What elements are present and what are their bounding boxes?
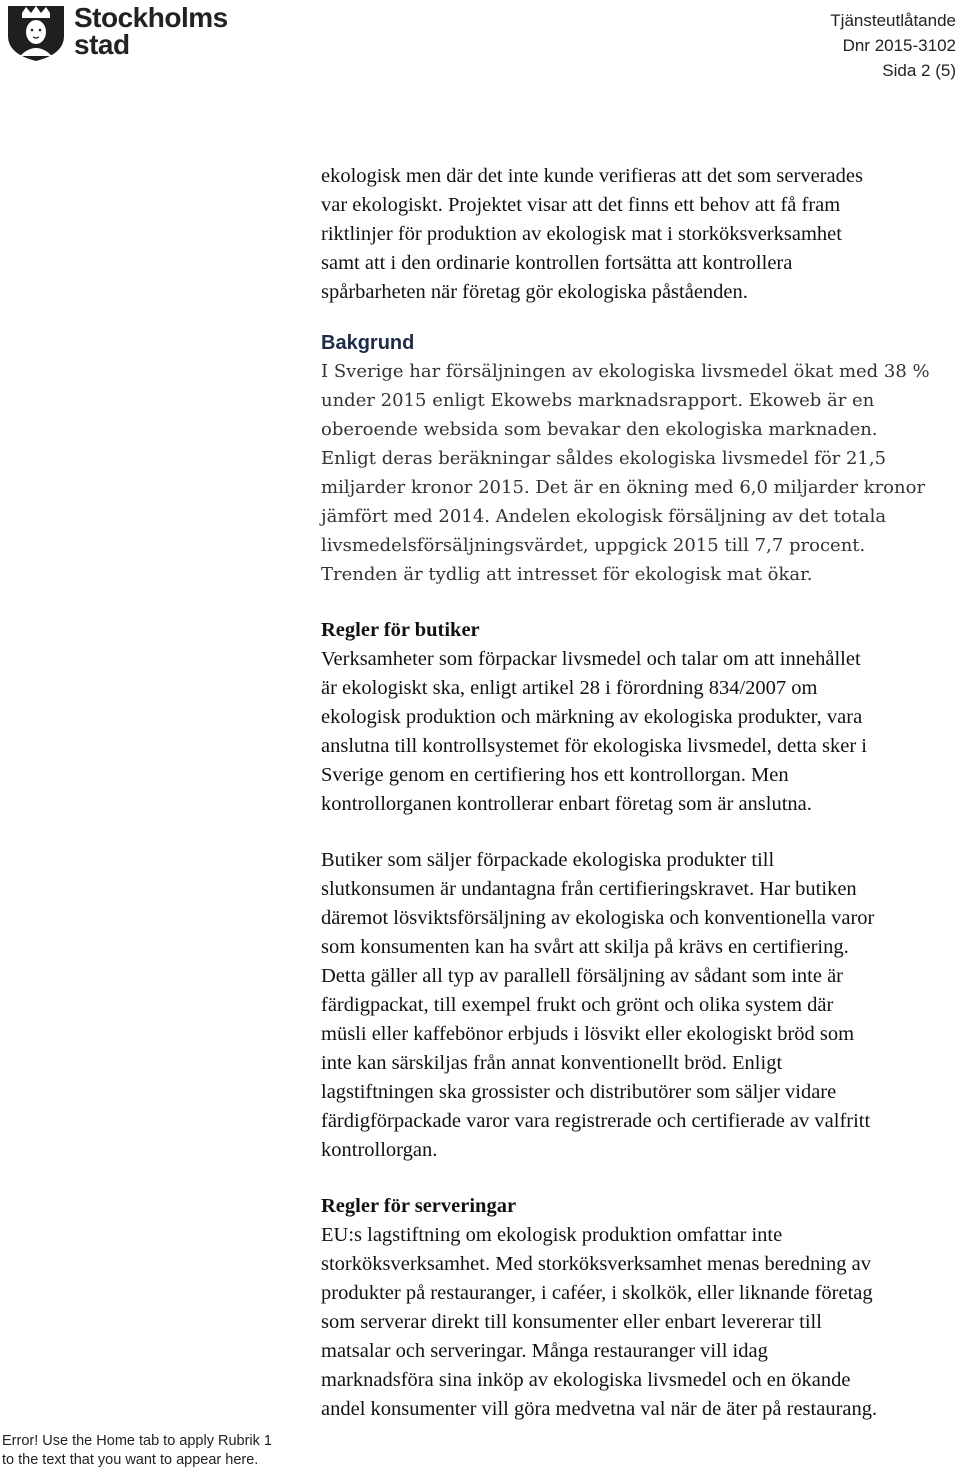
- text-line: anslutna till kontrollsystemet för ekologiska livsmedel, detta sker i: [321, 735, 867, 757]
- text-line: oberoende websida som bevakar den ekologiska marknaden.: [321, 419, 878, 440]
- text-line: Sverige genom en certifiering hos ett kontrollorgan. Men: [321, 764, 789, 786]
- page-number: Sida 2 (5): [882, 61, 956, 80]
- text-line: produkter på restauranger, i caféer, i skolkök, eller liknande företag: [321, 1282, 873, 1304]
- logo-word-2: stad: [74, 29, 130, 60]
- text-line: färdigförpackade varor vara registrerade och certifierade av valfritt: [321, 1110, 871, 1132]
- serveringar-paragraph: [321, 1221, 951, 1424]
- text-line: storköksverksamhet. Med storköksverksamhet menas beredning av: [321, 1253, 871, 1275]
- document-meta: [830, 8, 956, 83]
- text-line: jämfört med 2014. Andelen ekologisk försäljning av det totala: [321, 506, 887, 527]
- text-line: marknadsföra sina inköp av ekologiska livsmedel och en ökande: [321, 1369, 851, 1391]
- crest-icon: [4, 2, 68, 62]
- text-line: müsli eller kaffebönor erbjuds i lösvikt eller ekologiskt bröd som: [321, 1023, 855, 1045]
- text-line: som serverar direkt till konsumenter eller enbart levererar till: [321, 1311, 822, 1333]
- intro-paragraph: [321, 162, 951, 307]
- text-line: Enligt deras beräkningar såldes ekologiska livsmedel för 21,5: [321, 448, 887, 469]
- text-line: lagstiftningen ska grossister och distributörer som säljer vidare: [321, 1081, 837, 1103]
- stockholms-stad-logo: [4, 2, 244, 60]
- butiker-paragraph: [321, 645, 951, 819]
- text-line: Trenden är tydlig att intresset för ekologisk mat ökar.: [321, 564, 813, 585]
- text-line: spårbarheten när företag gör ekologiska påståenden.: [321, 281, 748, 303]
- text-line: samt att i den ordinarie kontrollen fortsätta att kontrollera: [321, 252, 793, 274]
- butiker-paragraph-2: [321, 846, 951, 1165]
- text-line: matsalar och serveringar. Många restauranger vill idag: [321, 1340, 768, 1362]
- footer-error-line: Error! Use the Home tab to apply Rubrik 1: [2, 1433, 272, 1449]
- text-line: I Sverige har försäljningen av ekologiska livsmedel ökat med 38 %: [321, 361, 930, 382]
- text-line: miljarder kronor 2015. Det är en ökning med 6,0 miljarder kronor: [321, 477, 926, 498]
- text-line: andel konsumenter vill göra medvetna val när de äter på restaurang.: [321, 1398, 878, 1420]
- text-line: var ekologiskt. Projektet visar att det finns ett behov att få fram: [321, 194, 841, 216]
- text-line: slutkonsumen är undantagna från certifieringskravet. Har butiken: [321, 878, 857, 900]
- text-line: riktlinjer för produktion av ekologisk mat i storköksverksamhet: [321, 223, 842, 245]
- footer-error-message: [2, 1432, 302, 1470]
- section-heading-butiker: Regler för butiker: [321, 619, 480, 641]
- text-line: kontrollorgan.: [321, 1139, 438, 1161]
- text-line: kontrollorganen kontrollerar enbart företag som är anslutna.: [321, 793, 812, 815]
- document-type: Tjänsteutlåtande: [830, 11, 956, 30]
- text-line: ekologisk men där det inte kunde verifieras att det som serverades: [321, 165, 863, 187]
- document-body: [321, 162, 951, 1424]
- text-line: EU:s lagstiftning om ekologisk produktion omfattar inte: [321, 1224, 783, 1246]
- text-line: Detta gäller all typ av parallell försäljning av sådant som inte är: [321, 965, 843, 987]
- text-line: Butiker som säljer förpackade ekologiska produkter till: [321, 849, 775, 871]
- text-line: Verksamheter som förpackar livsmedel och talar om att innehållet: [321, 648, 861, 670]
- text-line: som konsumenten kan ha svårt att skilja på krävs en certifiering.: [321, 936, 849, 958]
- text-line: inte kan särskiljas från annat konventionellt bröd. Enligt: [321, 1052, 783, 1074]
- logo-word-1: Stockholms: [74, 2, 228, 33]
- text-line: ekologisk produktion och märkning av ekologiska produkter, vara: [321, 706, 863, 728]
- text-line: är ekologiskt ska, enligt artikel 28 i förordning 834/2007 om: [321, 677, 818, 699]
- text-line: färdigpackat, till exempel frukt och grönt och olika system där: [321, 994, 834, 1016]
- text-line: under 2015 enligt Ekowebs marknadsrapport. Ekoweb är en: [321, 390, 875, 411]
- document-number: Dnr 2015-3102: [842, 36, 956, 55]
- text-line: däremot lösviktsförsäljning av ekologiska och konventionella varor: [321, 907, 875, 929]
- bakgrund-paragraph: [321, 357, 951, 589]
- section-heading-bakgrund: Bakgrund: [321, 332, 415, 354]
- section-heading-serveringar: Regler för serveringar: [321, 1195, 517, 1217]
- text-line: livsmedelsförsäljningsvärdet, uppgick 2015 till 7,7 procent.: [321, 535, 866, 556]
- footer-error-line: to the text that you want to appear here.: [2, 1452, 259, 1468]
